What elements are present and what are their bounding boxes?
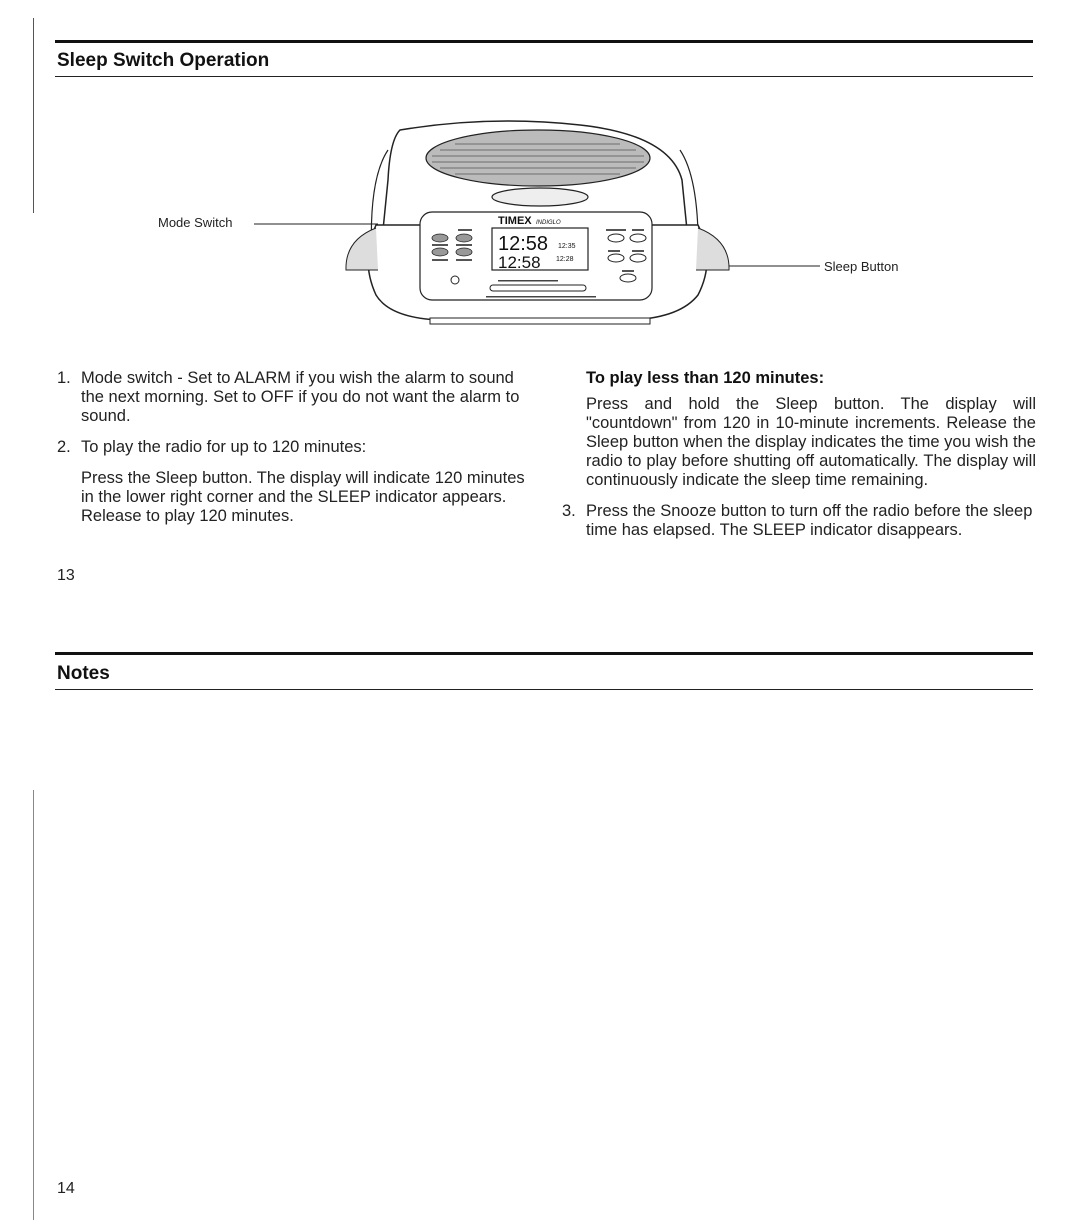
radio-right-cap [696,228,729,270]
lcd-small-bottom: 12:28 [556,256,574,263]
scan-edge-bottom [33,790,34,1220]
tuning-slider [490,285,586,291]
clock-radio-illustration [250,110,830,335]
scan-edge-top [33,18,34,213]
page-number-13: 13 [57,567,75,584]
section-title: Sleep Switch Operation [57,50,270,71]
section-rule-top [55,40,1033,43]
sleep-button-label: Sleep Button [824,259,899,274]
mode-switch-label: Mode Switch [158,215,233,230]
right-column [562,369,1036,552]
lcd-small-top: 12:35 [558,243,576,250]
brand-logo: TIMEX [498,215,532,227]
notes-title: Notes [57,663,110,684]
snooze-bar [492,188,588,206]
section-rule-bottom [55,76,1033,77]
step-3: 3. Press the Snooze button to turn off the radio before the sleep time has elapsed. The SLEEP indicator disappears. [562,502,1033,539]
subheading-play-less: To play less than 120 minutes: [586,369,825,387]
lcd-time-lower: 12:58 [498,253,541,272]
radio-left-cap [346,228,378,270]
left-column [57,369,532,538]
step-2: 2. To play the radio for up to 120 minutes: [57,438,367,456]
notes-rule-top [55,652,1033,655]
play-less-text: Press and hold the Sleep button. The display will "countdown" from 120 in 10-minute increments. Release the Sleep button when the display indicates the time you wish the radio to play before shutting off automatically. The display will continuously indicate the sleep time remaining. [586,395,1036,489]
radio-feet [430,318,650,324]
page-number-14: 14 [57,1180,75,1197]
sleep-button [630,254,646,262]
step-2-detail: Press the Sleep button. The display will indicate 120 minutes in the lower right corner and the SLEEP indicator appears. Release to play 120 minutes. [81,469,525,525]
brand-sub-logo: INDIGLO [536,220,561,226]
indicator-light [451,276,459,284]
step-1: 1. Mode switch - Set to ALARM if you wish the alarm to sound the next morning. Set to OFF if you do not want the alarm to sound. [57,369,520,425]
speaker-grille [426,130,650,186]
notes-rule-bottom [55,689,1033,690]
lcd-time-main: 12:58 [498,233,549,255]
